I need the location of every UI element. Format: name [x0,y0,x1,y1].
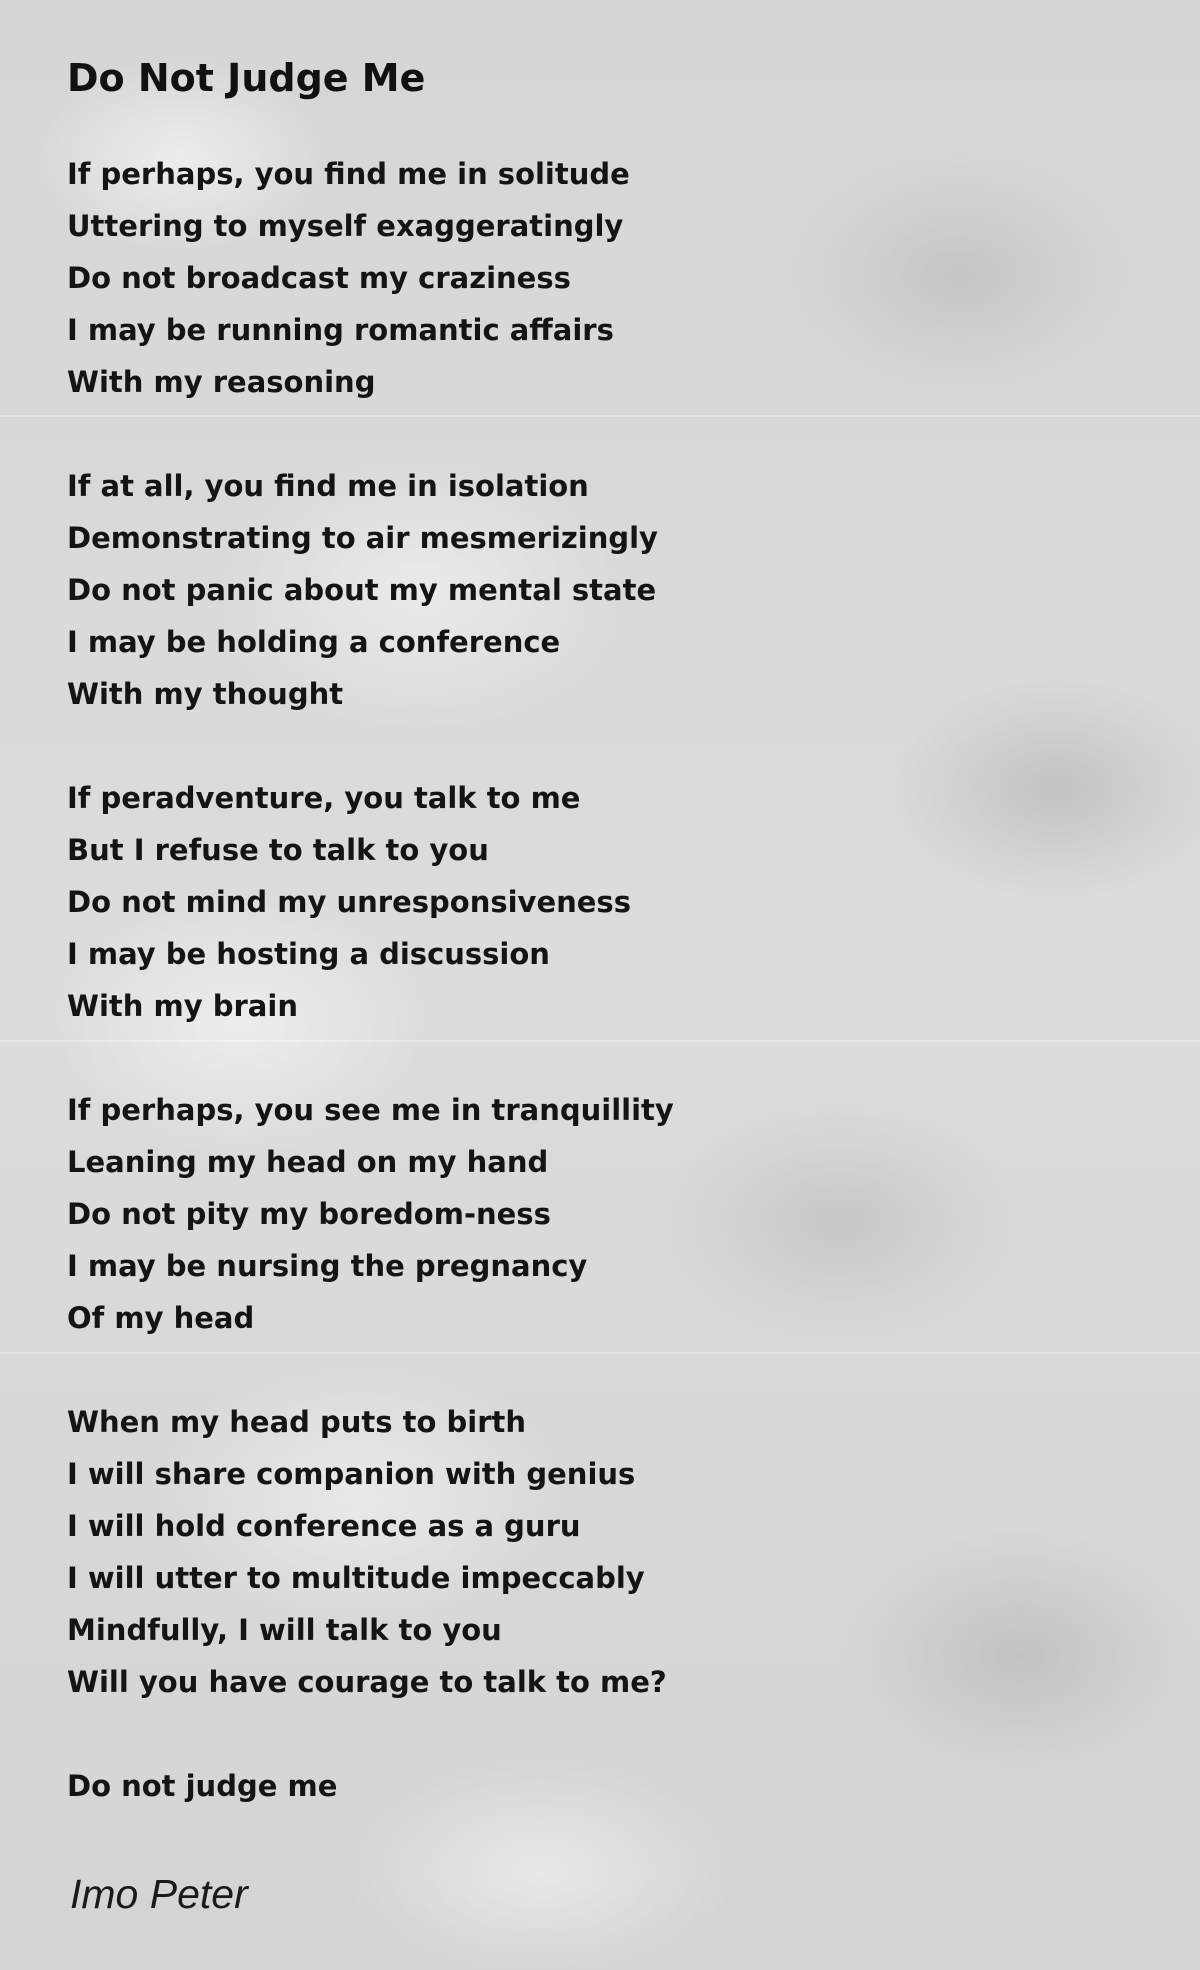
poem-stanza [67,1760,1127,1812]
poem-line: Will you have courage to talk to me? [67,1665,667,1699]
poem-line: Demonstrating to air mesmerizingly [67,521,658,555]
poem-line: Uttering to myself exaggeratingly [67,209,624,243]
poem-line: I may be nursing the pregnancy [67,1249,588,1283]
poem-line: I will utter to multitude impeccably [67,1561,645,1595]
poem-line: Do not pity my boredom-ness [67,1197,551,1231]
poem-line: Of my head [67,1301,255,1335]
poem-line: With my brain [67,989,298,1023]
poem-line: Leaning my head on my hand [67,1145,549,1179]
poem-line: With my reasoning [67,365,376,399]
poem-stanza [67,148,1127,408]
poem-line: Do not panic about my mental state [67,573,657,607]
poem-line: Mindfully, I will talk to you [67,1613,502,1647]
poem-stanza [67,1084,1127,1344]
poem-stanza [67,460,1127,720]
poem-line: I may be holding a conference [67,625,561,659]
poem-line: I will hold conference as a guru [67,1509,581,1543]
poem-line: If perhaps, you see me in tranquillity [67,1093,674,1127]
poem-line: If peradventure, you talk to me [67,781,581,815]
poem-stanza [67,772,1127,1032]
poem-line: When my head puts to birth [67,1405,527,1439]
poem-title: Do Not Judge Me [67,56,426,100]
poem-body [67,148,1127,1812]
poem-line: I will share companion with genius [67,1457,636,1491]
poem-line: Do not mind my unresponsiveness [67,885,631,919]
poem-line: If at all, you find me in isolation [67,469,589,503]
poem-line: Do not broadcast my craziness [67,261,571,295]
poem-line: But I refuse to talk to you [67,833,489,867]
poem-line: I may be hosting a discussion [67,937,550,971]
poem-line: If perhaps, you find me in solitude [67,157,630,191]
poem-author: Imo Peter [70,1871,248,1917]
poem-stanza [67,1396,1127,1708]
poem-line: I may be running romantic affairs [67,313,614,347]
poem-card [67,50,1127,1864]
poem-line: Do not judge me [67,1769,338,1803]
poem-line: With my thought [67,677,344,711]
